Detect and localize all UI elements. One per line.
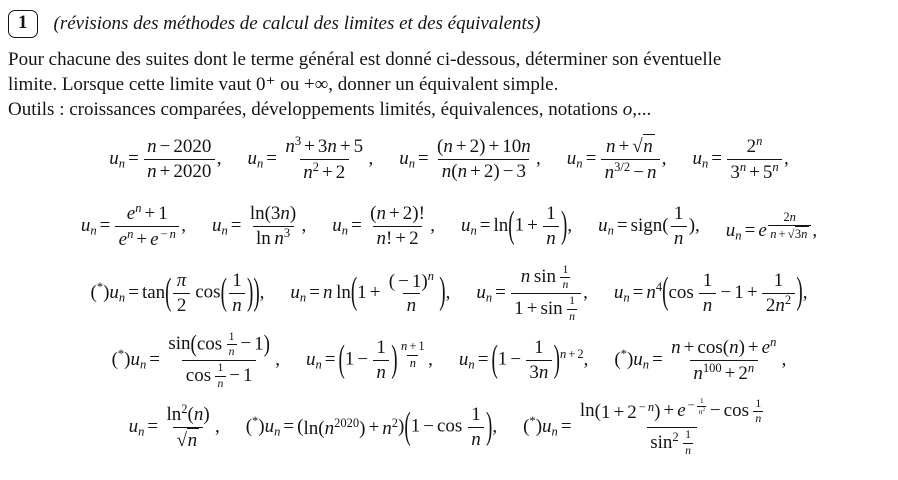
- statement-line-3-prefix: Outils : croissances comparées, développements limités, équivalences, notations: [8, 99, 623, 120]
- formula: $u_n$ = $\frac{\ln(3n)}{\ln n^3}$ ,: [211, 202, 307, 250]
- formula: $u_n$ = $\frac{e^n + 1}{e^n + e ^{- n}}$ ,: [80, 201, 186, 250]
- formula: $(^*)u_n$ = ln ( 1 + 2 $^{- n}$ ) + e $^{- \frac{1}{n^2}}$ − cos $\frac{1}{n}$ $\sin^2$ $\frac{1}{n}$: [523, 396, 769, 458]
- exercise-header: [8, 10, 890, 38]
- formula: $u_n = \ln$ ( 1 + $\frac{1}{n}$ ) ,: [460, 203, 573, 249]
- formula: $u_n = e$ $^{2n n + √ 3n}$ ,: [725, 209, 818, 243]
- formula: $(^*)u_n$ = ( $\ln(n^{2020}) + n^2$ ) ( 1 − cos $\frac{1}{n}$ ) ,: [245, 404, 498, 450]
- exercise-statement: [8, 47, 890, 122]
- statement-line-1: Pour chacune des suites dont le terme général est donné ci-dessous, déterminer son éventuelle: [8, 49, 722, 70]
- formula: $(^*)u_n$ = sin ( cos $\frac{1}{n}$ − 1 ) cos $\frac{1}{n}$ − 1 ,: [111, 329, 280, 390]
- formula-list: [8, 126, 890, 461]
- statement-line-3-suffix: ,...: [632, 99, 652, 120]
- formula: $u_n$ = $\ln^2(n)$ √ n ,: [128, 402, 220, 451]
- exercise-number-box: 1: [8, 10, 38, 38]
- statement-line-2: limite. Lorsque cette limite vaut 0⁺ ou +∞, donner un équivalent simple.: [8, 74, 559, 95]
- formula: $u_n$ = n + √ n $n^{3/2} - n$ ,: [566, 136, 667, 183]
- statement-line-3: [8, 97, 890, 122]
- formula: $u_n$ = $\frac{n - 2020}{n + 2020}$ ,: [109, 136, 222, 182]
- formula: $u_n$ = $\frac{n^3 + 3n + 5}{n^2 + 2}$ ,: [247, 134, 374, 183]
- formula: $u_n$ = $\frac{(n + 2)!}{n! + 2}$ ,: [332, 203, 435, 249]
- formula: $(^*)u_n$ = $\frac{n + \cos(n) + e^n}{n^{100} + 2^n}$ ,: [614, 335, 787, 384]
- formula: $u_n = n$ ln ( 1 + $\frac{( - 1)^n}{n}$ ) ,: [290, 268, 451, 317]
- formula-row: [8, 394, 890, 461]
- formula: $u_n$ = $\frac{(n + 2) + 10n}{n(n + 2) - 3}$ ,: [399, 136, 541, 182]
- formula: $u_n$ = ( 1 − $\frac{1}{3n}$ ) $^{n + 2}$,: [458, 337, 589, 383]
- statement-line-3-notation-o: o: [622, 99, 633, 120]
- formula: $u_n$ = n sin $\frac{1}{n}$ 1 + sin $\frac{1}{n}$ ,: [476, 262, 588, 323]
- formula-row: [8, 126, 890, 193]
- formula: $u_n$ = sign( $\frac{1}{n}$ ),: [598, 203, 700, 249]
- formula: $(^*)u_n = \tan$ ( $\frac{\pi}{2}$ cos ( $\frac{1}{n}$ ) ) ,: [90, 270, 265, 316]
- exercise-title: (révisions des méthodes de calcul des limites et des équivalents): [53, 13, 541, 34]
- formula: $u_n$ = ( 1 − $\frac{1}{n}$ ) $^{\frac{n + 1}{n}}$ ,: [305, 337, 433, 383]
- formula-row: [8, 193, 890, 260]
- formula: $u_n$ = $\frac{2^n}{3^n + 5^n}$ ,: [692, 134, 789, 183]
- formula-row: [8, 327, 890, 394]
- formula: $u_n = n^4$ ( cos $\frac{1}{n}$ − 1 + $\frac{1}{2n^2}$ ) ,: [613, 269, 808, 317]
- formula-row: [8, 260, 890, 327]
